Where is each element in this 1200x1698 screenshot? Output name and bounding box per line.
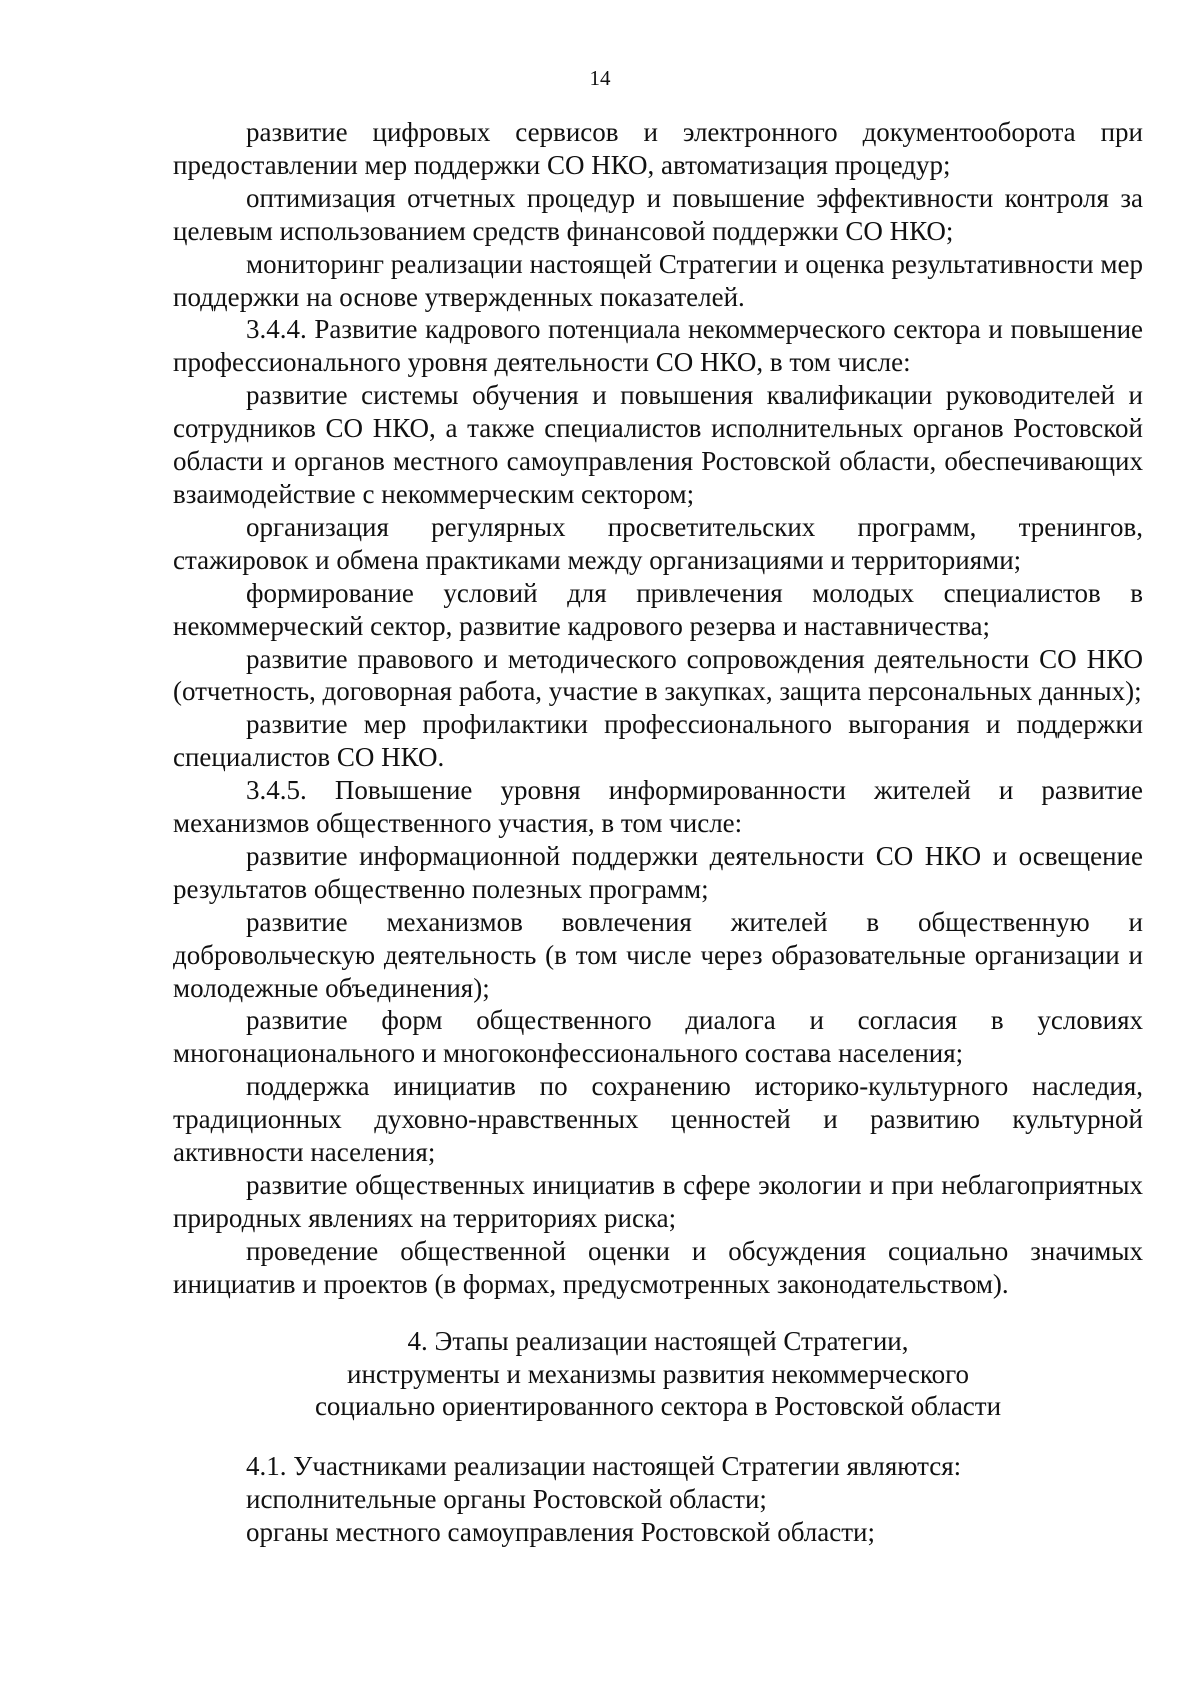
page-number: 14 [589,66,611,90]
section-line: органы местного самоуправления Ростовской области; [246,1517,875,1548]
paragraph: организация регулярных просветительских программ, тренингов, стажировок и обмена практиками между организациями и территориями; [173,511,1143,575]
section-line: 4.1. Участниками реализации настоящей Стратегии являются: [246,1451,962,1482]
section-heading-line: социально ориентированного сектора в Ростовской области [314,1391,1002,1422]
section-heading-line: инструменты и механизмы развития некоммерческого [347,1358,969,1389]
paragraph: развитие правового и методического сопровождения деятельности СО НКО (отчетность, договорная работа, участие в закупках, защита персональных данных); [173,643,1143,707]
paragraph: развитие механизмов вовлечения жителей в общественную и добровольческую деятельность (в том числе через образовательные организации и молодежные объединения); [173,906,1143,1003]
section-line: исполнительные органы Ростовской области; [246,1484,767,1515]
paragraph: оптимизация отчетных процедур и повышение эффективности контроля за целевым использованием средств финансовой поддержки СО НКО; [173,182,1143,246]
paragraph: развитие информационной поддержки деятельности СО НКО и освещение результатов общественно полезных программ; [173,840,1143,904]
document-body [173,116,1143,1549]
paragraph: проведение общественной оценки и обсуждения социально значимых инициатив и проектов (в формах, предусмотренных законодательством). [173,1235,1143,1299]
paragraph: 3.4.5. Повышение уровня информированности жителей и развитие механизмов общественного участия, в том числе: [173,775,1143,839]
paragraph: поддержка инициатив по сохранению историко-культурного наследия, традиционных духовно-нравственных ценностей и развитию культурной активности населения; [173,1071,1143,1168]
section-heading-line: 4. Этапы реализации настоящей Стратегии, [407,1325,909,1356]
paragraph: развитие системы обучения и повышения квалификации руководителей и сотрудников СО НКО, а также специалистов исполнительных органов Ростовской области и органов местного самоуправления Ростовской области, обеспечивающих взаимодействие с некоммерческим сектором; [173,380,1143,509]
paragraph: развитие форм общественного диалога и согласия в условиях многонационального и многоконфессионального состава населения; [173,1005,1143,1069]
paragraph: развитие цифровых сервисов и электронного документооборота при предоставлении мер поддержки СО НКО, автоматизация процедур; [173,117,1143,180]
section-heading [173,1325,1143,1424]
paragraph: развитие мер профилактики профессионального выгорания и поддержки специалистов СО НКО. [173,709,1143,773]
paragraph: 3.4.4. Развитие кадрового потенциала некоммерческого сектора и повышение профессионального уровня деятельности СО НКО, в том числе: [173,314,1143,378]
paragraph: формирование условий для привлечения молодых специалистов в некоммерческий сектор, развитие кадрового резерва и наставничества; [173,577,1143,641]
paragraph: мониторинг реализации настоящей Стратегии и оценка результативности мер поддержки на основе утвержденных показателей. [173,248,1143,312]
paragraph: развитие общественных инициатив в сфере экологии и при неблагоприятных природных явлениях на территориях риска; [173,1170,1143,1233]
